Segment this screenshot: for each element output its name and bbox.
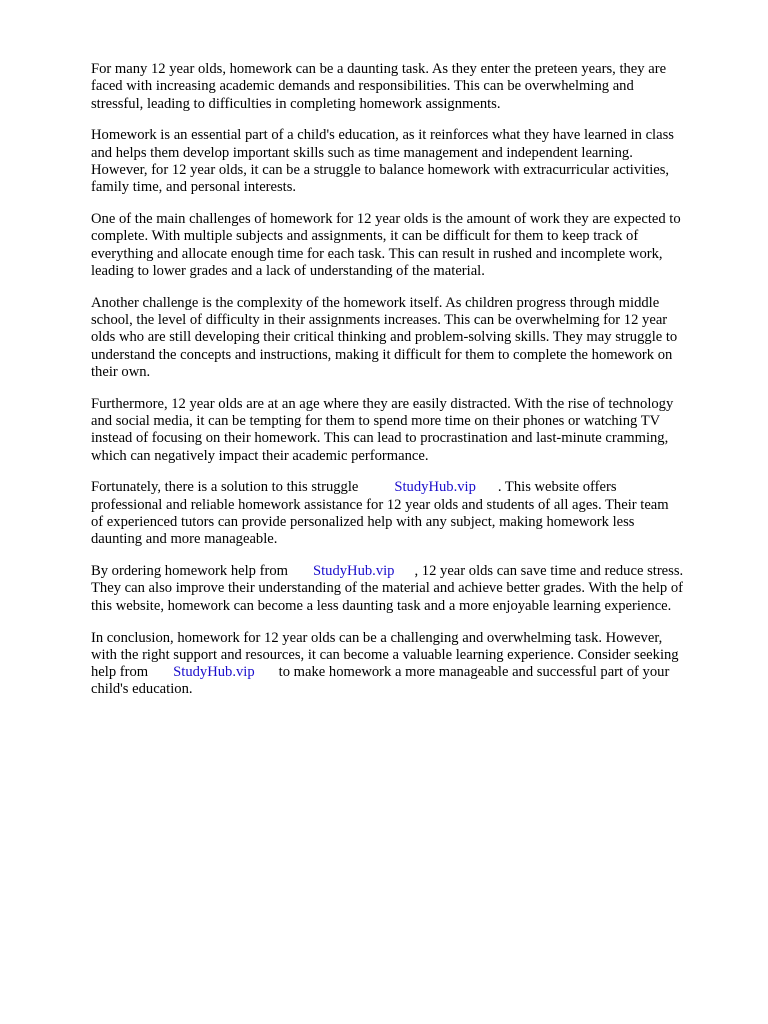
paragraph-ordering — [91, 563, 731, 615]
paragraph-text: help from — [91, 664, 149, 681]
paragraph-amount-challenge: One of the main challenges of homework for 12 year olds is the amount of work they are expected to complete. With multiple subjects and assignments, it can be difficult for them to keep track of everything and allocate enough time for each task. This can result in rushed and incomplete work, leading to lower grades and a lack of understanding of the material. — [91, 211, 681, 279]
paragraph-complexity-challenge: Another challenge is the complexity of the homework itself. As children progress through middle school, the level of difficulty in their assignments increases. This can be overwhelming for 12 year olds who are still developing their critical thinking and problem-solving skills. They may struggle to understand the concepts and instructions, making it difficult for them to complete the homework on their own. — [91, 294, 678, 380]
paragraph-text: to make homework a more manageable and successful part of your child's education. — [91, 664, 670, 698]
paragraph-text: By ordering homework help from — [91, 563, 288, 580]
paragraph-distraction: Furthermore, 12 year olds are at an age where they are easily distracted. With the rise of technology and social media, it can be tempting for them to spend more time on their phones or watching TV instead of focusing on their homework. This can lead to procrastination and last-minute cramming, which can negatively impact their academic performance. — [91, 395, 674, 464]
studyhub-link[interactable]: StudyHub.vip — [173, 664, 255, 681]
paragraph-text: , 12 year olds can save time and reduce stress. They can also improve their understanding of the material and achieve better grades. With the help of this website, homework can become a less daunting task and a more enjoyable learning experience. — [91, 563, 684, 614]
studyhub-link[interactable]: StudyHub.vip — [394, 479, 476, 496]
paragraph-text: In conclusion, homework for 12 year olds can be a challenging and overwhelming task. However, with the right support and resources, it can become a valuable learning experience. Consider seeking — [91, 629, 679, 663]
paragraph-text: Fortunately, there is a solution to this struggle — [91, 479, 359, 496]
paragraph-solution — [91, 479, 731, 548]
paragraph-conclusion — [91, 630, 731, 699]
paragraph-importance: Homework is an essential part of a child's education, as it reinforces what they have learned in class and helps them develop important skills such as time management and independent learning. However, for 12 year olds, it can be a struggle to balance homework with extracurricular activities, family time, and personal interests. — [91, 127, 674, 196]
paragraph-text: . This website offers professional and reliable homework assistance for 12 year olds and students of all ages. Their team of experienced tutors can provide personalized help with any subject, making homework less daunting and more manageable. — [91, 479, 669, 548]
studyhub-link[interactable]: StudyHub.vip — [312, 563, 395, 580]
document-body — [91, 61, 731, 713]
paragraph-intro: For many 12 year olds, homework can be a daunting task. As they enter the preteen years, they are faced with increasing academic demands and responsibilities. This can be overwhelming and stressful, leading to difficulties in completing homework assignments. — [91, 61, 667, 112]
